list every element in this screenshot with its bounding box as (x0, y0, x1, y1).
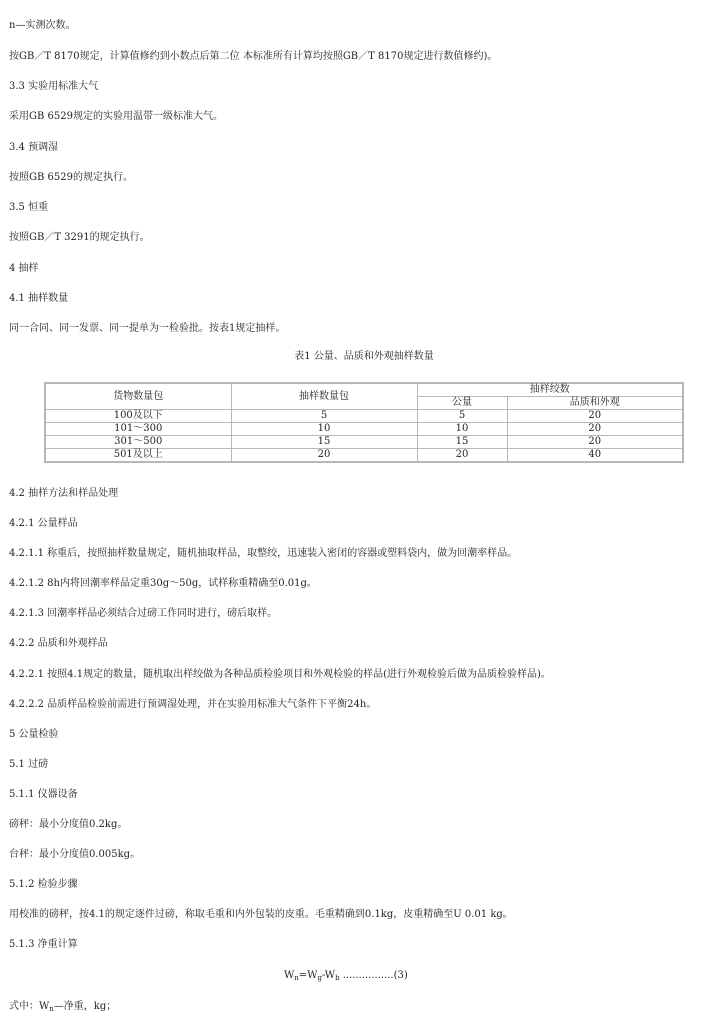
table-header-cell: 公量 (417, 397, 507, 410)
text-line: 磅秤：最小分度值0.2kg。 (9, 819, 128, 830)
section-heading: 4.2.2 品质和外观样品 (9, 638, 108, 649)
section-heading: 4 抽样 (9, 263, 39, 274)
table-cell: 20 (231, 449, 417, 463)
table-cell: 20 (417, 449, 507, 463)
table-cell: 101～300 (45, 423, 231, 436)
table-row (45, 423, 683, 436)
section-heading: 5 公量检验 (9, 729, 59, 740)
table-cell: 40 (507, 449, 683, 463)
section-heading: 5.1.1 仪器设备 (9, 789, 78, 800)
table-cell: 5 (417, 410, 507, 423)
sampling-table (44, 382, 684, 463)
table-cell: 10 (231, 423, 417, 436)
text-line: 4.2.2.1 按照4.1规定的数量，随机取出样绞做为各种品质检验项目和外观检验的样品(进行外观检验后做为品质检验样品)。 (9, 669, 551, 680)
section-heading: 5.1 过磅 (9, 759, 49, 770)
section-heading: 4.2 抽样方法和样品处理 (9, 488, 119, 499)
section-heading: 5.1.3 净重计算 (9, 939, 78, 950)
text-line: 按照GB／T 3291的规定执行。 (9, 232, 150, 243)
text-line: 台秤：最小分度值0.005kg。 (9, 849, 141, 860)
section-heading: 4.2.1 公量样品 (9, 518, 78, 529)
table-cell: 20 (507, 410, 683, 423)
text-line: 用校准的磅秤，按4.1的规定逐件过磅，称取毛重和内外包装的皮重。毛重精确到0.1kg，皮重精确至U 0.01 kg。 (9, 909, 513, 920)
table-row (45, 449, 683, 463)
text-line: 4.2.1.2 8h内将回潮率样品定重30g～50g，试样称重精确至0.01g。 (9, 578, 317, 589)
table-cell: 100及以下 (45, 410, 231, 423)
table-cell: 15 (231, 436, 417, 449)
section-heading: 3.5 恒重 (9, 202, 49, 213)
table-cell: 15 (417, 436, 507, 449)
table-row (45, 436, 683, 449)
text-line: 4.2.2.2 品质样品检验前需进行预调湿处理，并在实验用标准大气条件下平衡24h。 (9, 699, 377, 710)
table-cell: 20 (507, 436, 683, 449)
table-header-cell: 品质和外观 (507, 397, 683, 410)
section-heading: 5.1.2 检验步骤 (9, 879, 78, 890)
net-weight-formula: $W_n=W_g-W_b$ ................(3) (284, 970, 408, 982)
table-cell: 501及以上 (45, 449, 231, 463)
text-line: 4.2.1.3 回潮率样品必须结合过磅工作同时进行，磅后取样。 (9, 608, 278, 619)
table-row (45, 410, 683, 423)
table-header-cell: 货物数量包 (45, 383, 231, 410)
table-cell: 301～500 (45, 436, 231, 449)
text-line: 采用GB 6529规定的实验用温带一级标准大气。 (9, 111, 223, 122)
section-heading: 3.3 实验用标准大气 (9, 81, 99, 92)
formula-legend: 式中：$W_n—$净重，kg； (9, 1001, 117, 1013)
table-cell: 20 (507, 423, 683, 436)
section-heading: 4.1 抽样数量 (9, 293, 69, 304)
text-line: 同一合同、同一发票、同一提单为一检验批。按表1规定抽样。 (9, 323, 286, 334)
table-cell: 5 (231, 410, 417, 423)
text-line: 4.2.1.1 称重后，按照抽样数量规定，随机抽取样品，取整绞，迅速装入密闭的容器或塑料袋内，做为回潮率样品。 (9, 548, 518, 559)
text-line: n—实测次数。 (9, 20, 76, 31)
table-caption: 表1 公量、品质和外观抽样数量 (294, 351, 434, 362)
text-line: 按照GB 6529的规定执行。 (9, 172, 133, 183)
table-header-cell: 抽样数量包 (231, 383, 417, 410)
table-cell: 10 (417, 423, 507, 436)
section-heading: 3.4 预调湿 (9, 142, 59, 153)
text-line: 按GB／T 8170规定，计算值修约到小数点后第二位 本标准所有计算均按照GB／T 8170规定进行数值修约)。 (9, 51, 498, 62)
table-header-cell: 抽样绞数 (417, 383, 683, 397)
